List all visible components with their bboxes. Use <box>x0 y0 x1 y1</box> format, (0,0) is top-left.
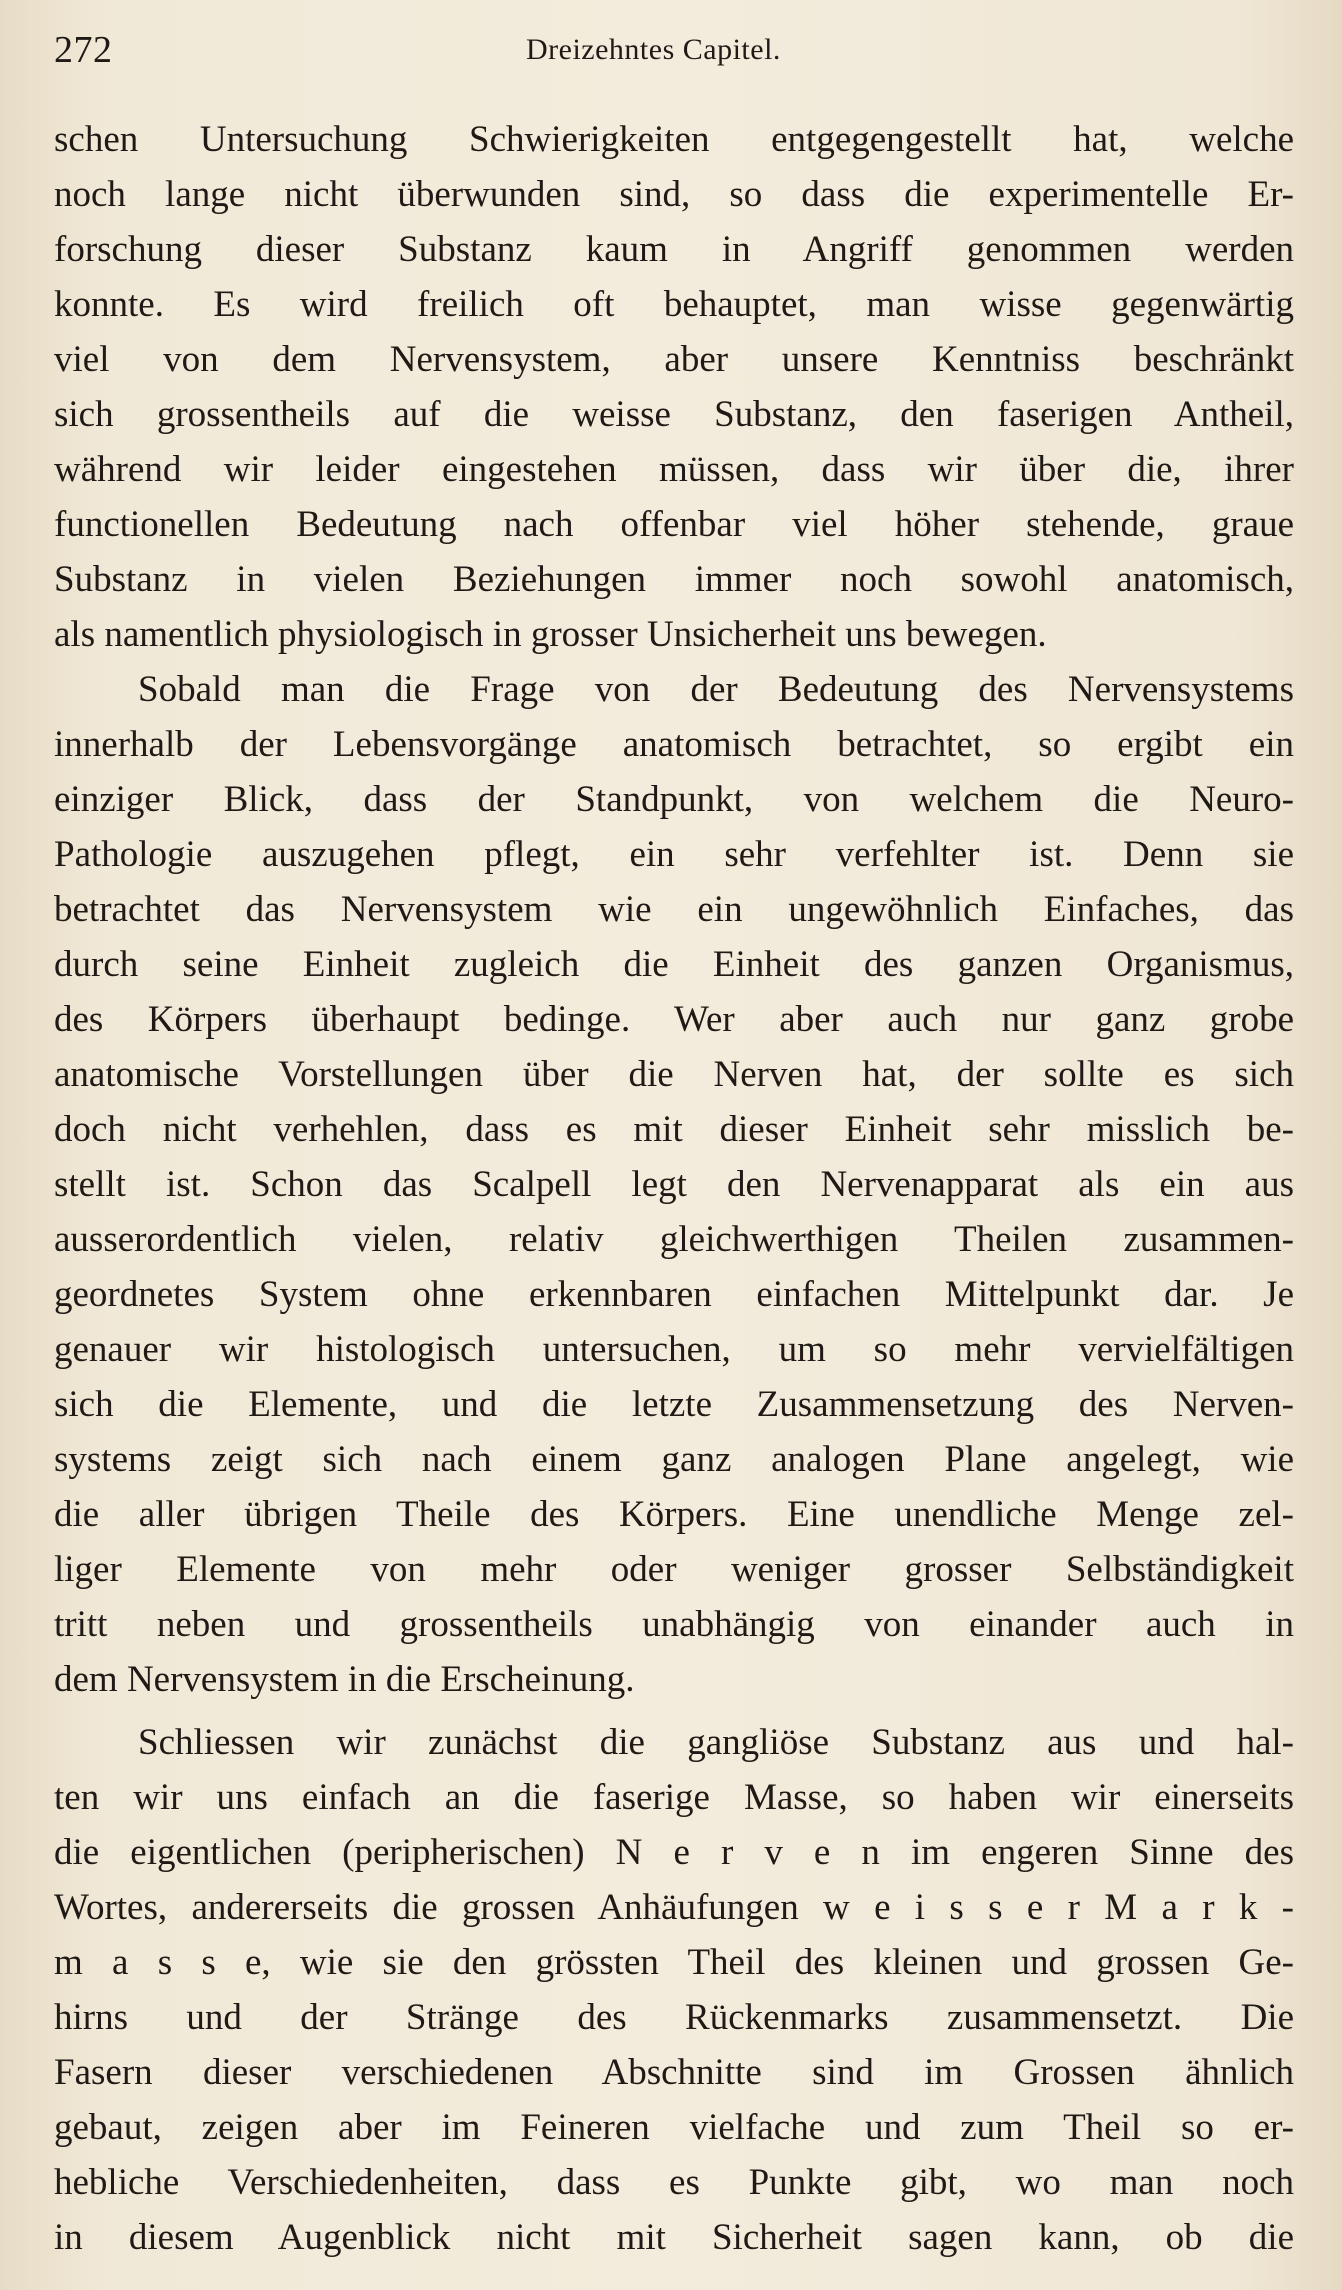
text-line: die aller übrigen Theile des Körpers. Eine unendliche Menge zel- <box>54 1494 1294 1535</box>
text-line: die eigentlichen (peripherischen) N e r v e n im engeren Sinne des <box>54 1832 1294 1873</box>
text-line: m a s s e, wie sie den grössten Theil des kleinen und grossen Ge- <box>54 1942 1294 1983</box>
text-line: hebliche Verschiedenheiten, dass es Punkte gibt, wo man noch <box>54 2162 1294 2203</box>
text-line: Wortes, andererseits die grossen Anhäufungen w e i s s e r M a r k - <box>54 1887 1294 1928</box>
text-line: einziger Blick, dass der Standpunkt, von welchem die Neuro- <box>54 779 1294 820</box>
text-line: tritt neben und grossentheils unabhängig von einander auch in <box>54 1604 1294 1645</box>
text-line: liger Elemente von mehr oder weniger grosser Selbständigkeit <box>54 1549 1294 1590</box>
text-line: ausserordentlich vielen, relativ gleichwerthigen Theilen zusammen- <box>54 1219 1294 1260</box>
text-line: hirns und der Stränge des Rückenmarks zusammensetzt. Die <box>54 1997 1294 2038</box>
paragraph-gap <box>54 1707 1294 1715</box>
text-line: geordnetes System ohne erkennbaren einfachen Mittelpunkt dar. Je <box>54 1274 1294 1315</box>
text-line: genauer wir histologisch untersuchen, um so mehr vervielfältigen <box>54 1329 1294 1370</box>
text-line: in diesem Augenblick nicht mit Sicherheit sagen kann, ob die <box>54 2217 1294 2258</box>
text-line: betrachtet das Nervensystem wie ein ungewöhnlich Einfaches, das <box>54 889 1294 930</box>
text-line: Fasern dieser verschiedenen Abschnitte sind im Grossen ähnlich <box>54 2052 1294 2093</box>
text-line: viel von dem Nervensystem, aber unsere Kenntniss beschränkt <box>54 339 1294 380</box>
text-line: Pathologie auszugehen pflegt, ein sehr verfehlter ist. Denn sie <box>54 834 1294 875</box>
page-number: 272 <box>54 29 113 71</box>
paragraph <box>54 1715 1294 2265</box>
page-header <box>54 26 1294 74</box>
running-head: Dreizehntes Capitel. <box>526 33 781 66</box>
paragraph <box>54 112 1294 662</box>
text-line: Substanz in vielen Beziehungen immer noch sowohl anatomisch, <box>54 559 1294 600</box>
text-line: doch nicht verhehlen, dass es mit dieser Einheit sehr misslich be- <box>54 1109 1294 1150</box>
text-line: systems zeigt sich nach einem ganz analogen Plane angelegt, wie <box>54 1439 1294 1480</box>
text-line: konnte. Es wird freilich oft behauptet, man wisse gegenwärtig <box>54 284 1294 325</box>
text-line: stellt ist. Schon das Scalpell legt den Nervenapparat als ein aus <box>54 1164 1294 1205</box>
text-line: sich die Elemente, und die letzte Zusammensetzung des Nerven- <box>54 1384 1294 1425</box>
text-line: Schliessen wir zunächst die gangliöse Substanz aus und hal- <box>138 1722 1294 1763</box>
text-line: functionellen Bedeutung nach offenbar viel höher stehende, graue <box>54 504 1294 545</box>
paragraph <box>54 662 1294 1707</box>
text-line: anatomische Vorstellungen über die Nerven hat, der sollte es sich <box>54 1054 1294 1095</box>
text-line: schen Untersuchung Schwierigkeiten entgegengestellt hat, welche <box>54 119 1294 160</box>
text-line: innerhalb der Lebensvorgänge anatomisch betrachtet, so ergibt ein <box>54 724 1294 765</box>
text-line: des Körpers überhaupt bedinge. Wer aber auch nur ganz grobe <box>54 999 1294 1040</box>
text-line: Sobald man die Frage von der Bedeutung des Nervensystems <box>138 669 1294 710</box>
text-line: dem Nervensystem in die Erscheinung. <box>54 1659 635 1700</box>
text-line: sich grossentheils auf die weisse Substanz, den faserigen Antheil, <box>54 394 1294 435</box>
text-line: durch seine Einheit zugleich die Einheit des ganzen Organismus, <box>54 944 1294 985</box>
text-line: forschung dieser Substanz kaum in Angriff genommen werden <box>54 229 1294 270</box>
body-text <box>54 112 1294 2265</box>
text-line: ten wir uns einfach an die faserige Masse, so haben wir einerseits <box>54 1777 1294 1818</box>
text-line: gebaut, zeigen aber im Feineren vielfache und zum Theil so er- <box>54 2107 1294 2148</box>
text-line: noch lange nicht überwunden sind, so dass die experimentelle Er- <box>54 174 1294 215</box>
text-line: als namentlich physiologisch in grosser Unsicherheit uns bewegen. <box>54 614 1047 655</box>
text-line: während wir leider eingestehen müssen, dass wir über die, ihrer <box>54 449 1294 490</box>
